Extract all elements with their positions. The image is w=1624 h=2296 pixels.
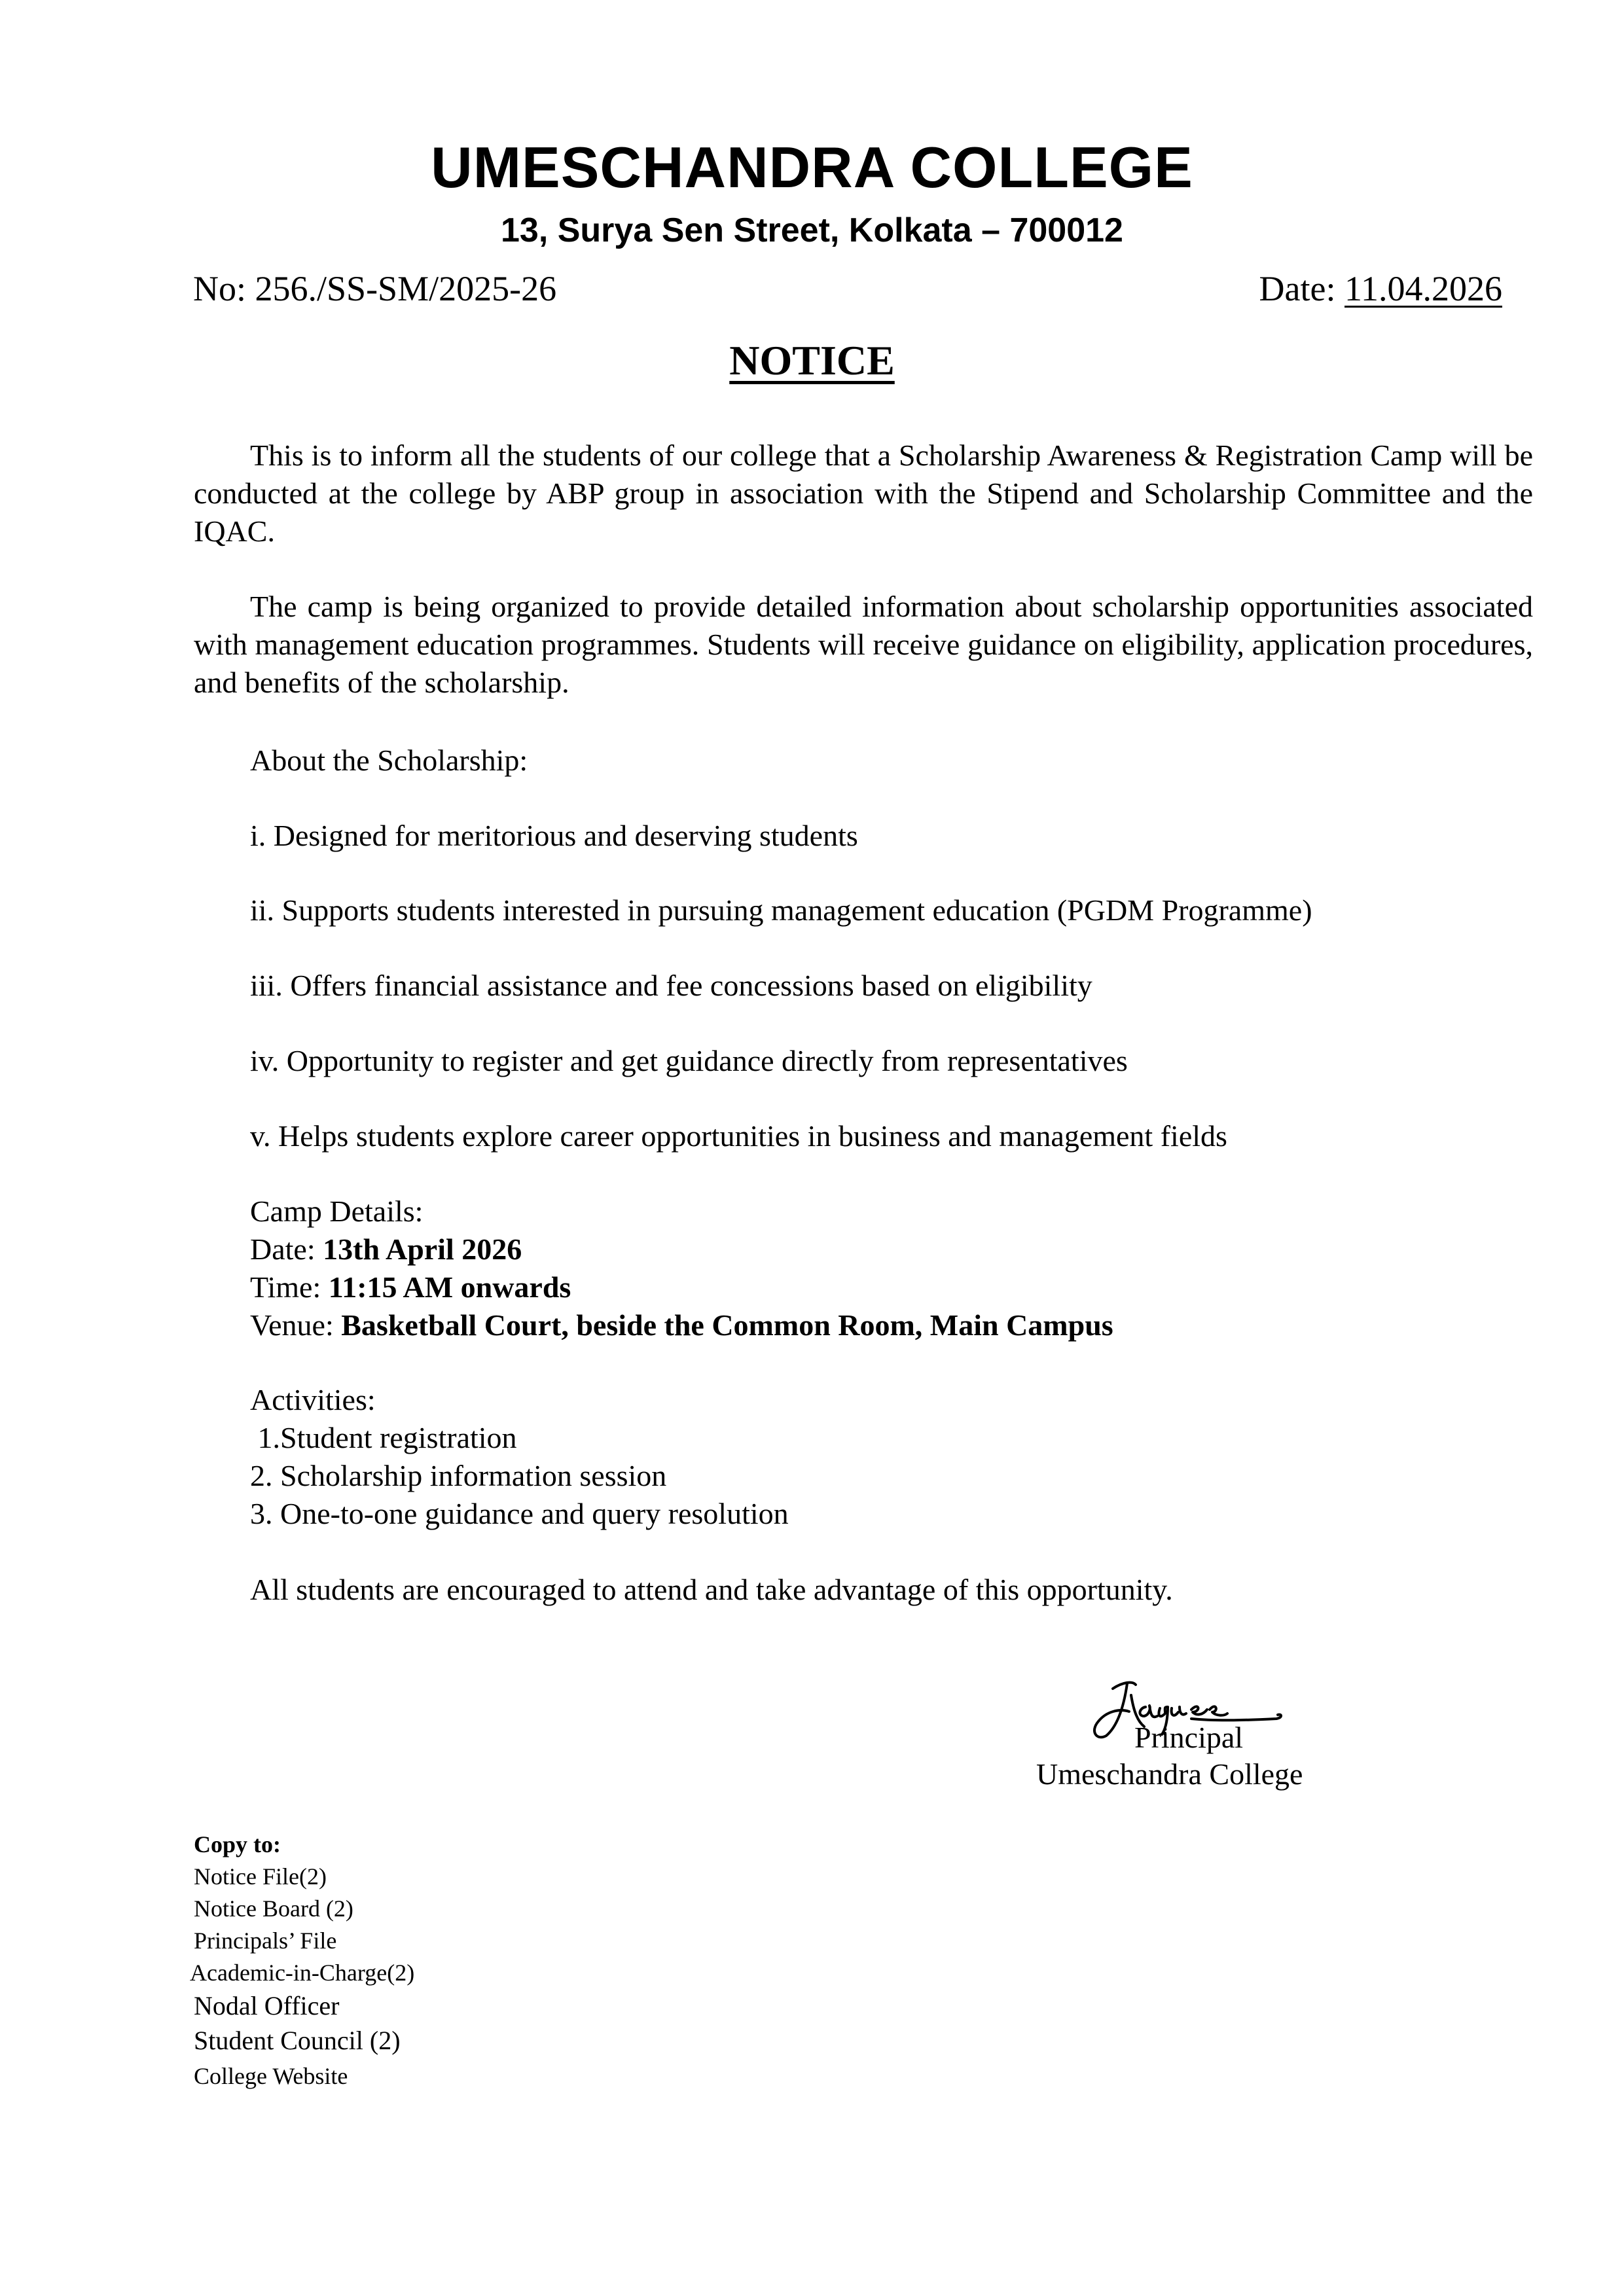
intro-paragraph-text: This is to inform all the students of our college that a Scholarship Awareness & Registration Camp will be conducted at the college by ABP group in association with the Stipend and Scholarship Committee and the IQAC.	[194, 439, 1533, 548]
notice-date	[1259, 268, 1502, 309]
camp-details-heading: Camp Details:	[250, 1194, 424, 1228]
about-item: v. Helps students explore career opportunities in business and management fields	[250, 1119, 1227, 1153]
camp-venue-label: Venue:	[250, 1308, 342, 1342]
signatory-institution: Umeschandra College	[1036, 1757, 1303, 1791]
camp-time-label: Time:	[250, 1270, 329, 1304]
camp-date-value: 13th April 2026	[323, 1232, 522, 1266]
activity-item: 1.Student registration	[250, 1421, 517, 1454]
about-heading: About the Scholarship:	[250, 744, 528, 777]
about-item: iii. Offers financial assistance and fee concessions based on eligibility	[250, 969, 1092, 1002]
copy-to-item: Student Council (2)	[194, 2026, 401, 2055]
copy-to-item: Academic-in-Charge(2)	[190, 1960, 415, 1986]
copy-to-heading: Copy to:	[194, 1831, 281, 1857]
copy-to-item: Nodal Officer	[194, 1991, 340, 2020]
copy-to-item: Notice File(2)	[194, 1863, 327, 1890]
notice-heading: NOTICE	[729, 337, 895, 384]
notice-date-label: Date:	[1259, 269, 1344, 308]
signatory-title: Principal	[1134, 1721, 1244, 1754]
copy-to-item: Principals’ File	[194, 1928, 337, 1954]
notice-date-value: 11.04.2026	[1344, 269, 1502, 308]
reference-number: No: 256./SS-SM/2025-26	[193, 269, 557, 308]
college-address: 13, Surya Sen Street, Kolkata – 700012	[501, 211, 1123, 249]
intro-paragraph	[194, 437, 1533, 550]
camp-date	[250, 1230, 522, 1268]
copy-to-item: College Website	[194, 2063, 348, 2089]
closing-statement: All students are encouraged to attend and take advantage of this opportunity.	[250, 1573, 1173, 1606]
about-item: ii. Supports students interested in pursuing management education (PGDM Programme)	[250, 893, 1312, 927]
camp-time-value: 11:15 AM onwards	[328, 1270, 571, 1304]
camp-date-label: Date:	[250, 1232, 323, 1266]
activity-item: 3. One-to-one guidance and query resolution	[250, 1497, 789, 1530]
camp-time	[250, 1268, 571, 1306]
purpose-paragraph-text: The camp is being organized to provide detailed information about scholarship opportunities associated with management education programmes. Students will receive guidance on eligibility, application procedures, and benefits of the scholarship.	[194, 590, 1533, 699]
camp-venue-value: Basketball Court, beside the Common Room, Main Campus	[341, 1308, 1113, 1342]
activity-item: 2. Scholarship information session	[250, 1459, 667, 1492]
about-item: iv. Opportunity to register and get guidance directly from representatives	[250, 1044, 1128, 1077]
copy-to-item: Notice Board (2)	[194, 1895, 353, 1922]
activities-heading: Activities:	[250, 1383, 376, 1416]
camp-venue	[250, 1306, 1113, 1344]
purpose-paragraph	[194, 588, 1533, 702]
about-item: i. Designed for meritorious and deserving students	[250, 819, 858, 852]
college-name: UMESCHANDRA COLLEGE	[431, 135, 1193, 200]
